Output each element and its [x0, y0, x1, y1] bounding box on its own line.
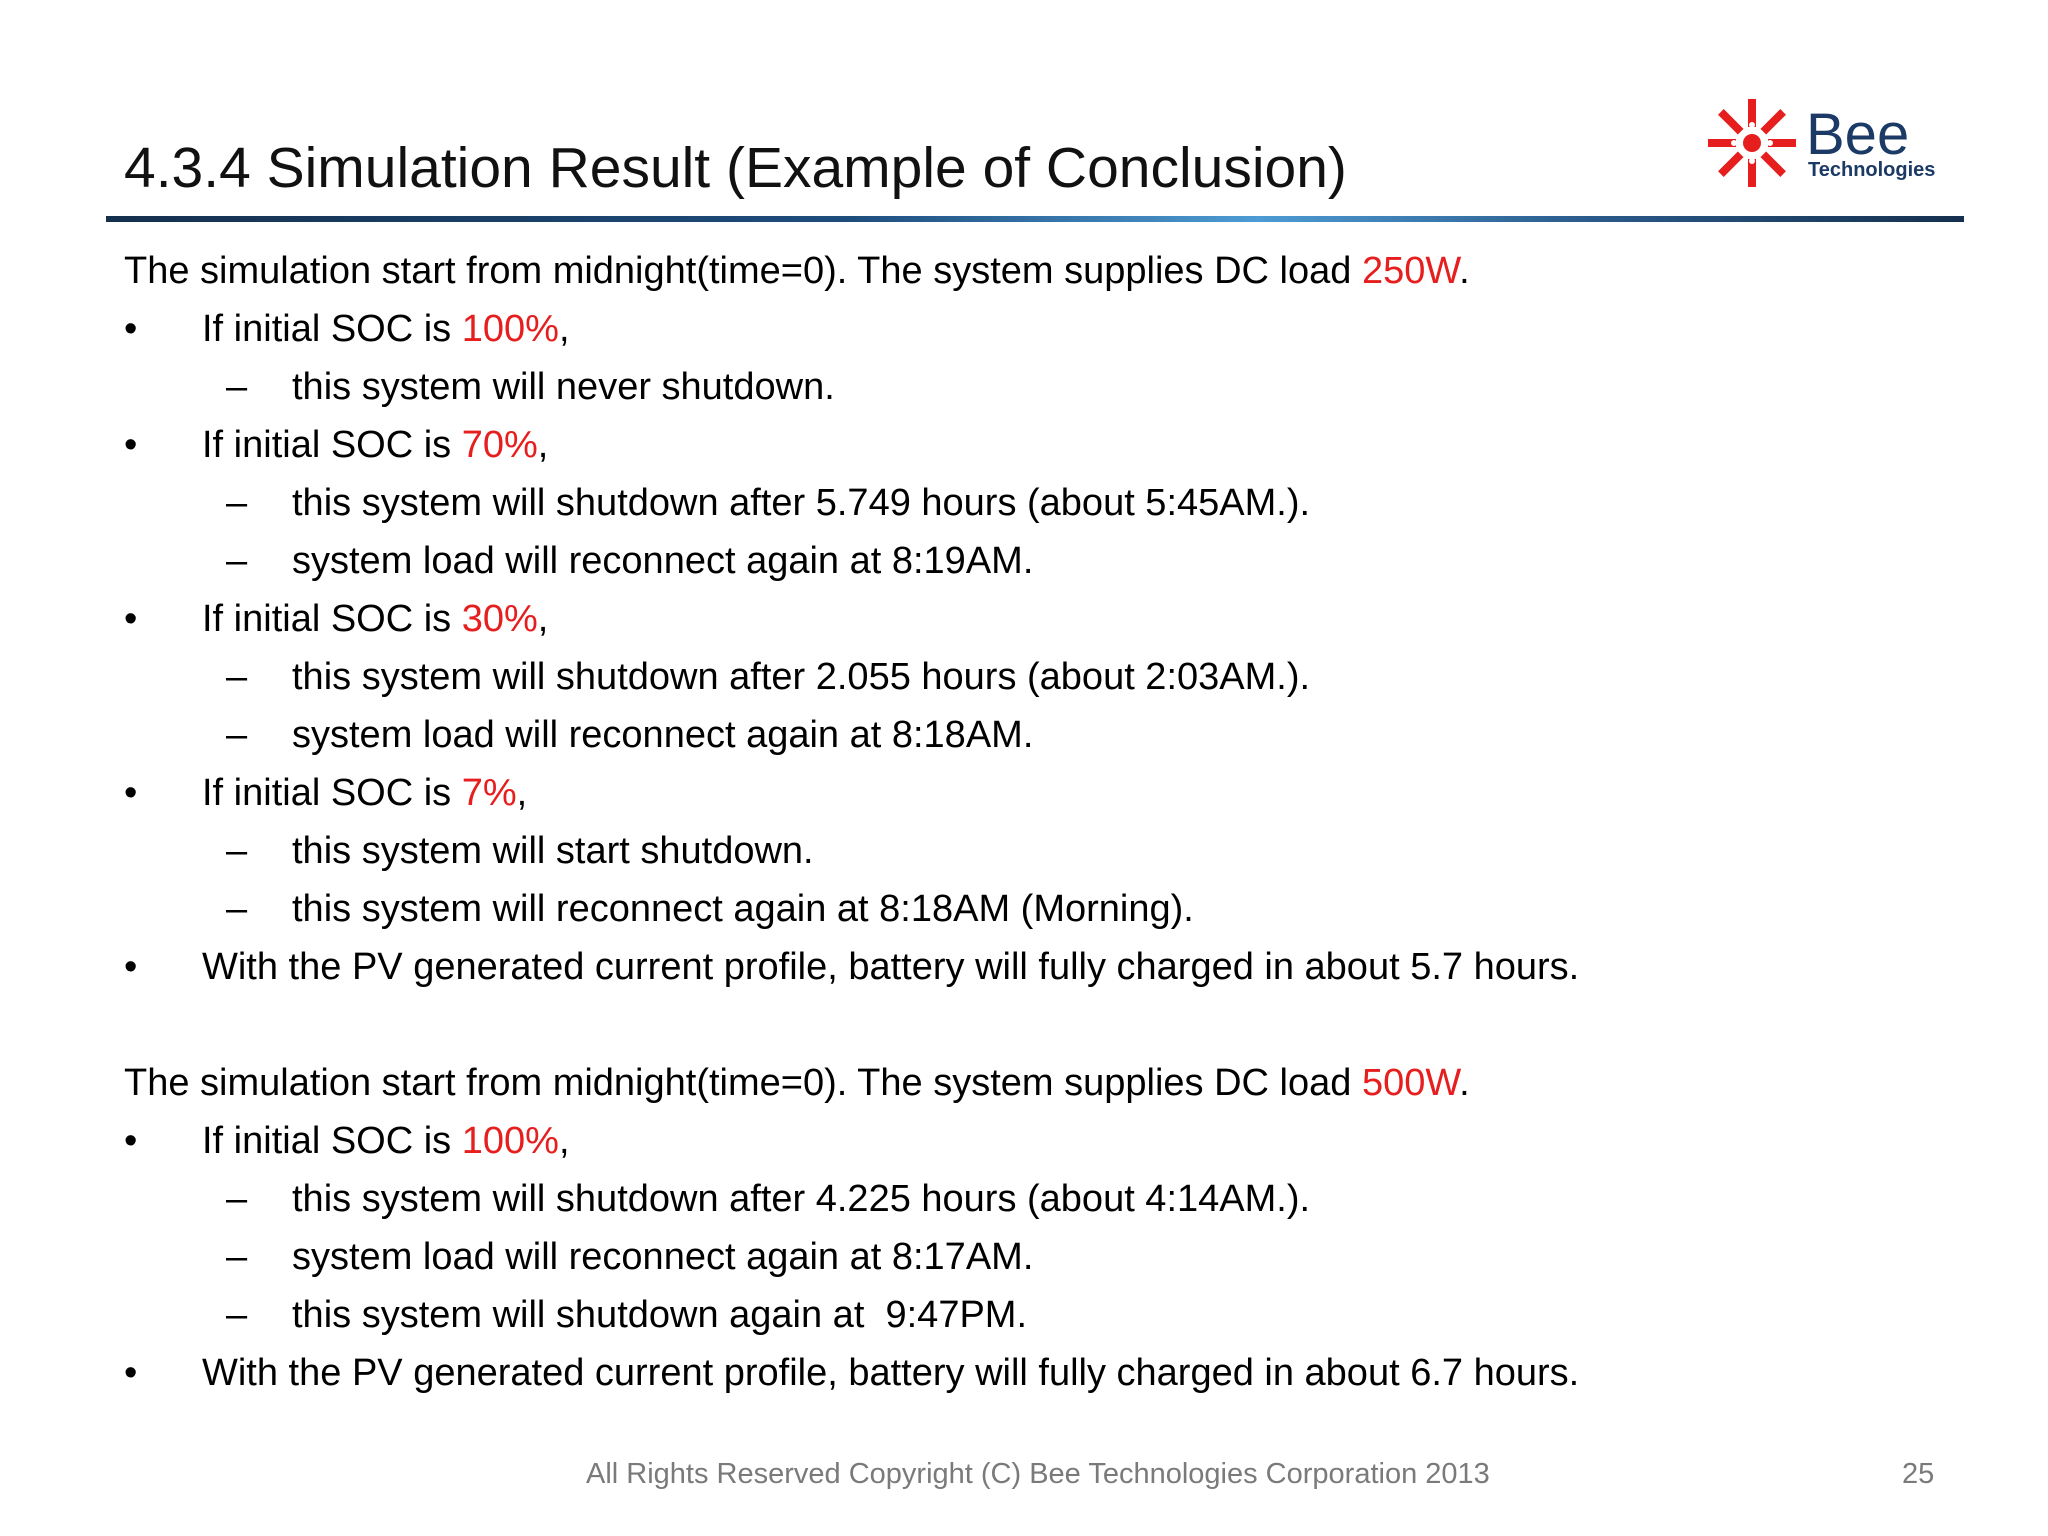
section2-bullet-1-sub-2: system load will reconnect again at 8:17AM. [292, 1236, 1034, 1278]
section1-bullet-2-sub-1: this system will shutdown after 5.749 hours (about 5:45AM.). [292, 482, 1311, 524]
bullet-marker: • [124, 424, 138, 466]
bullet-marker: • [124, 946, 138, 988]
logo-word: Bee [1806, 102, 1910, 167]
section1-bullet-3-sub-1: this system will shutdown after 2.055 hours (about 2:03AM.). [292, 656, 1311, 698]
page-number: 25 [1902, 1458, 1935, 1490]
dash-marker: – [226, 656, 248, 698]
logo-subword: Technologies [1808, 159, 1936, 181]
section1-bullet-2: If initial SOC is 70%, [202, 424, 549, 466]
bullet-marker: • [124, 308, 138, 350]
dash-marker: – [226, 888, 248, 930]
logo-burst-icon [1708, 99, 1796, 187]
copyright-footer: All Rights Reserved Copyright (C) Bee Technologies Corporation 2013 [586, 1458, 1490, 1490]
dash-marker: – [226, 714, 248, 756]
section2-bullet-1-sub-1: this system will shutdown after 4.225 hours (about 4:14AM.). [292, 1178, 1311, 1220]
bullet-marker: • [124, 1120, 138, 1162]
slide-title: 4.3.4 Simulation Result (Example of Conclusion) [124, 136, 1347, 200]
dash-marker: – [226, 1236, 248, 1278]
section1-bullet-4: If initial SOC is 7%, [202, 772, 528, 814]
section2-lead: The simulation start from midnight(time=0). The system supplies DC load 500W. [124, 1062, 1470, 1104]
bullet-marker: • [124, 598, 138, 640]
section1-bullet-1: If initial SOC is 100%, [202, 308, 570, 350]
section1-final: With the PV generated current profile, battery will fully charged in about 5.7 hours. [202, 946, 1580, 988]
section2-bullet-1-sub-3: this system will shutdown again at 9:47PM. [292, 1294, 1028, 1336]
section1-bullet-3: If initial SOC is 30%, [202, 598, 549, 640]
dash-marker: – [226, 366, 248, 408]
dash-marker: – [226, 1178, 248, 1220]
section2-bullet-1: If initial SOC is 100%, [202, 1120, 570, 1162]
section1-lead: The simulation start from midnight(time=0). The system supplies DC load 250W. [124, 250, 1470, 292]
dash-marker: – [226, 830, 248, 872]
dash-marker: – [226, 1294, 248, 1336]
dash-marker: – [226, 540, 248, 582]
section1-bullet-4-sub-2: this system will reconnect again at 8:18AM (Morning). [292, 888, 1194, 930]
bee-technologies-logo [1700, 96, 1962, 190]
title-divider [106, 216, 1964, 222]
bullet-marker: • [124, 772, 138, 814]
section1-bullet-3-sub-2: system load will reconnect again at 8:18AM. [292, 714, 1034, 756]
section1-bullet-2-sub-2: system load will reconnect again at 8:19AM. [292, 540, 1034, 582]
section1-bullet-1-sub-1: this system will never shutdown. [292, 366, 835, 408]
section1-bullet-4-sub-1: this system will start shutdown. [292, 830, 814, 872]
section2-final: With the PV generated current profile, battery will fully charged in about 6.7 hours. [202, 1352, 1580, 1394]
bullet-marker: • [124, 1352, 138, 1394]
dash-marker: – [226, 482, 248, 524]
